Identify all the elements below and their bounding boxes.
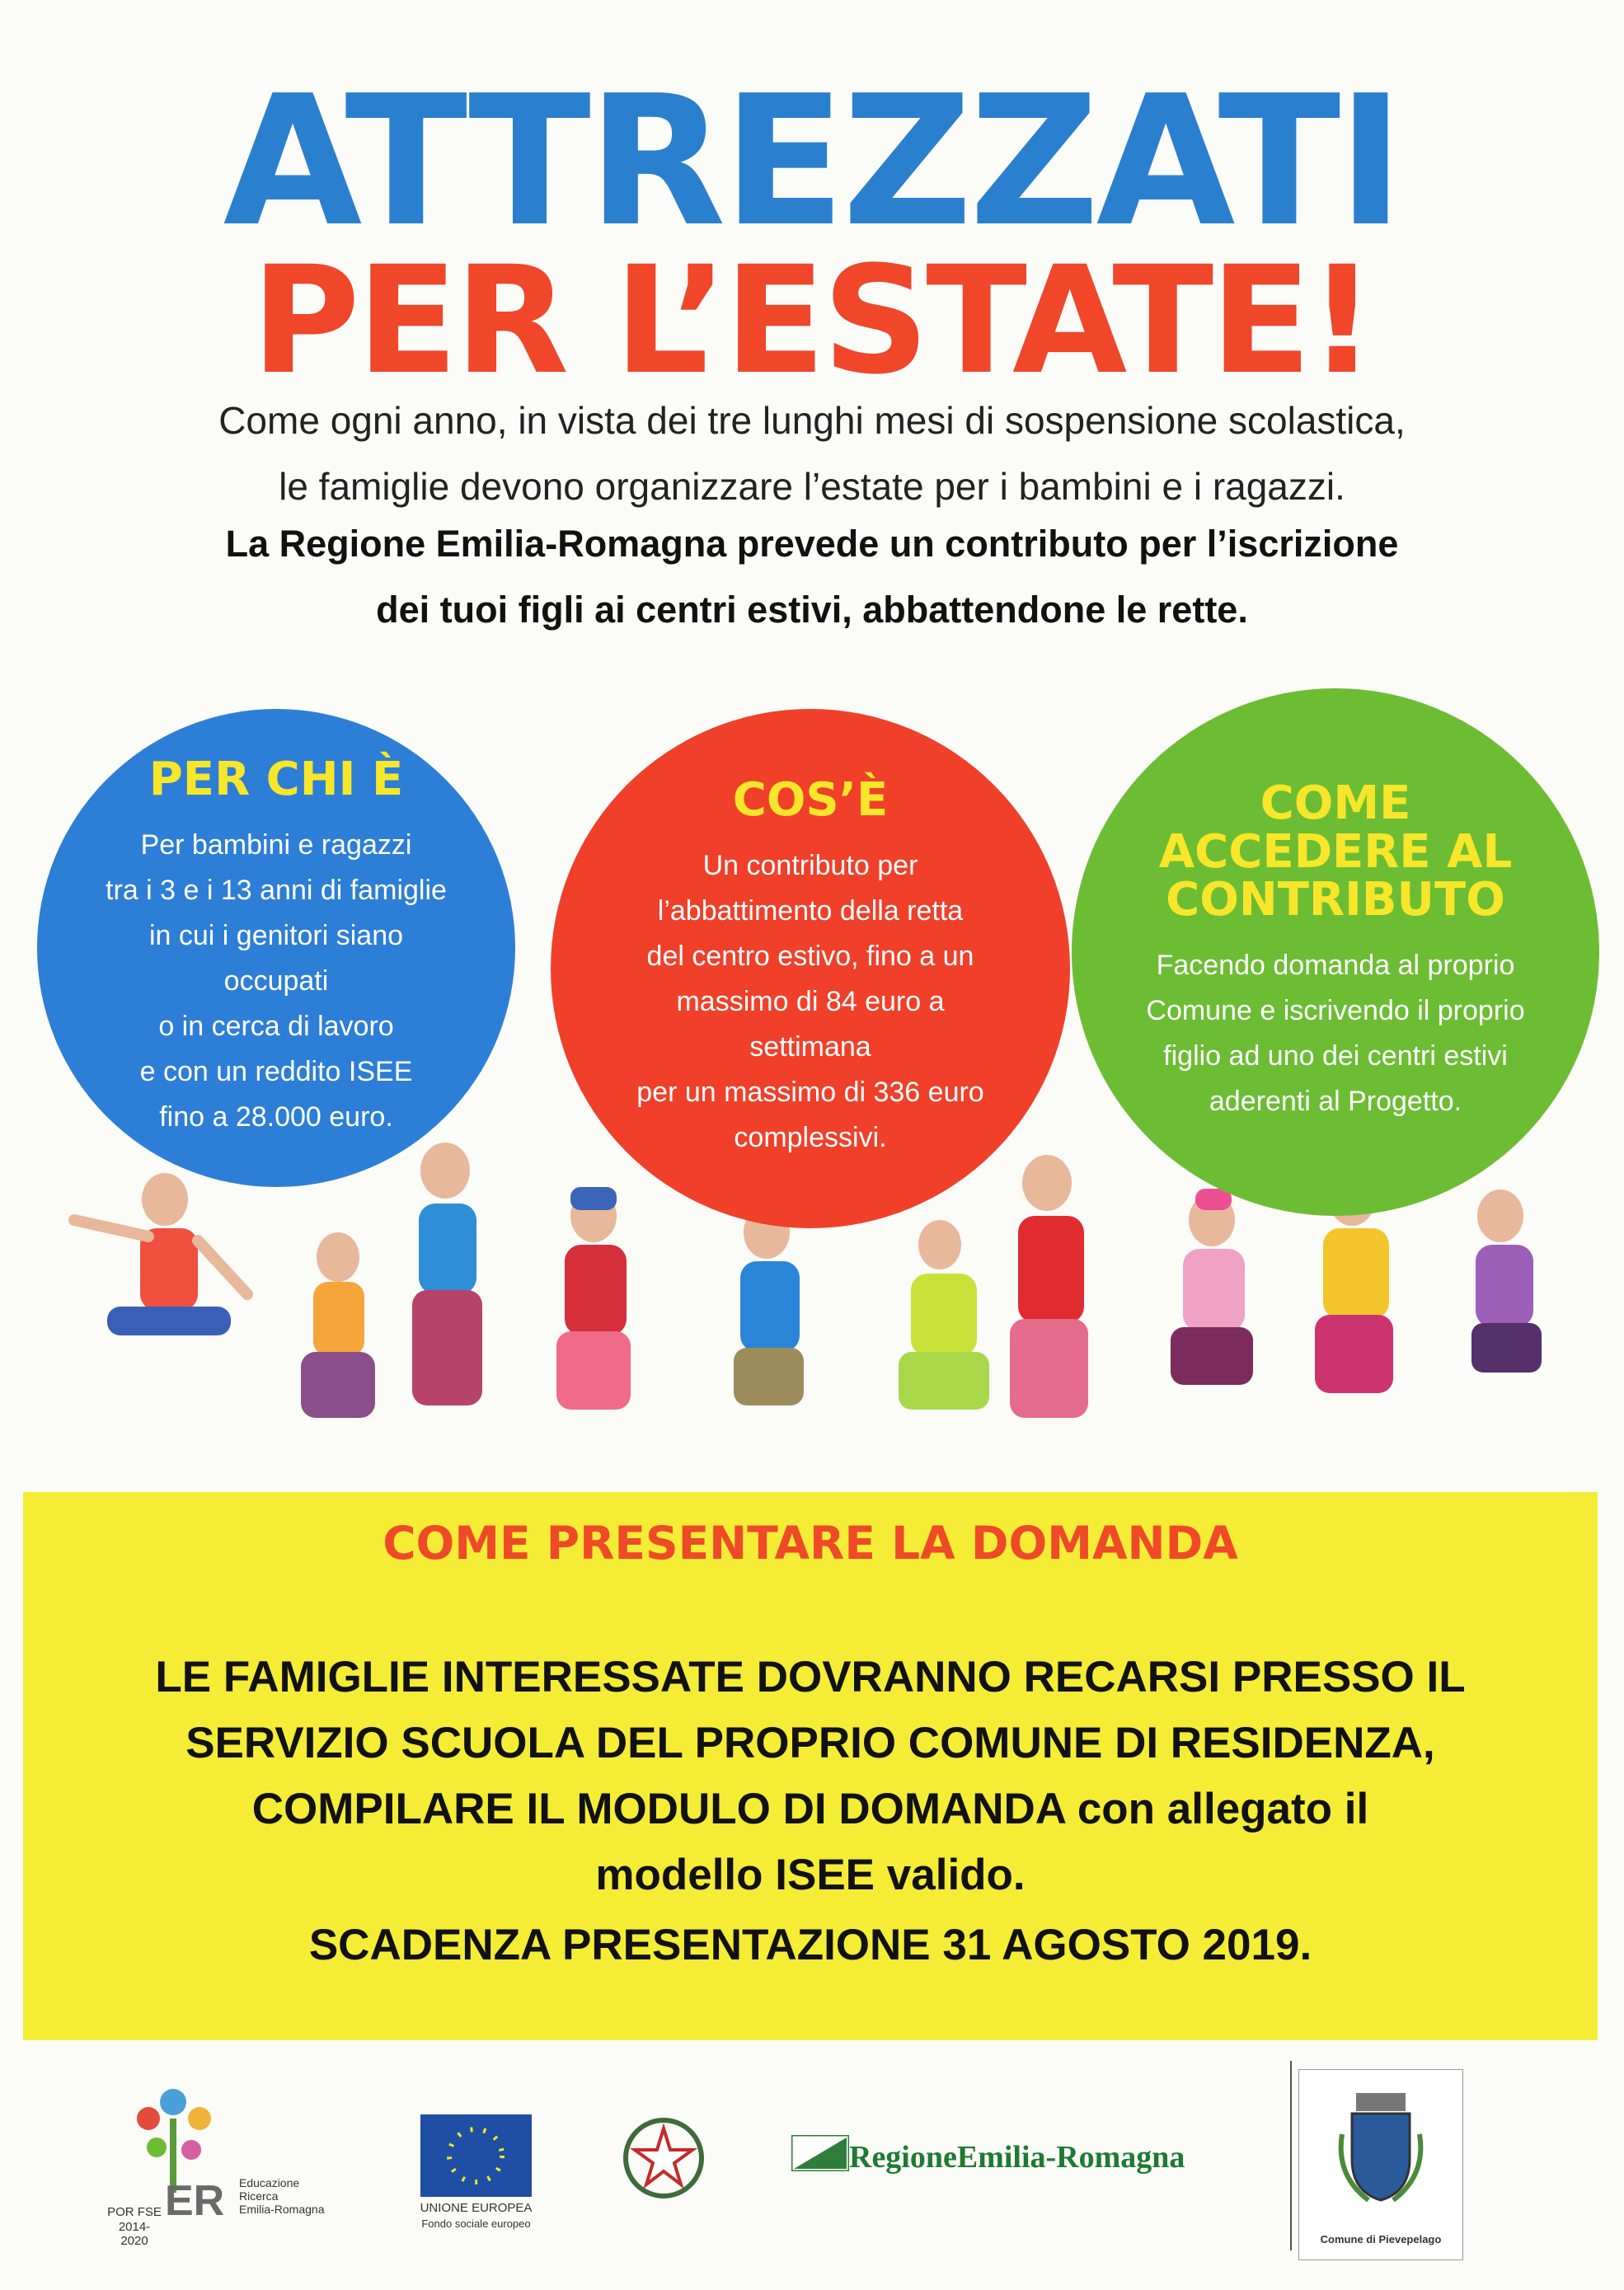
comune-crest-icon <box>1335 2085 1426 2208</box>
body-line: massimo di 84 euro a settimana <box>676 985 945 1063</box>
intro-line-1: Come ogni anno, in vista dei tre lunghi mesi di sospensione scolastica, <box>218 399 1406 442</box>
circle-heading: PER CHI È <box>148 753 404 807</box>
domanda-line-2: SERVIZIO SCUOLA DEL PROPRIO COMUNE DI RESIDENZA, <box>185 1719 1435 1767</box>
body-line: e con un reddito ISEE <box>139 1055 413 1087</box>
circle-body <box>617 843 1004 1161</box>
domanda-line-1: LE FAMIGLIE INTERESSATE DOVRANNO RECARSI PRESSO IL <box>155 1653 1466 1701</box>
regione-label: RegioneEmilia-Romagna <box>849 2140 1185 2175</box>
heading-line: ACCEDERE AL <box>1158 824 1513 879</box>
child-figure <box>1471 1190 1542 1373</box>
child-figure <box>301 1232 375 1418</box>
circle-body <box>1146 943 1524 1124</box>
body-line: del centro estivo, fino a un <box>646 940 974 972</box>
child-figure <box>899 1220 989 1410</box>
intro-line-2: le famiglie devono organizzare l’estate per i bambini e i ragazzi. <box>279 465 1345 508</box>
title-line-2: PER L’ESTATE! <box>251 235 1373 407</box>
domanda-line-5: SCADENZA PRESENTAZIONE 31 AGOSTO 2019. <box>308 1921 1312 1969</box>
er-mark: ER <box>165 2177 225 2225</box>
intro-line-4: dei tuoi figli ai centri estivi, abbattendone le rette. <box>376 589 1248 631</box>
body-line: Per bambini e ragazzi <box>140 828 412 861</box>
domanda-title: COME PRESENTARE LA DOMANDA <box>383 1517 1238 1570</box>
child-figure <box>74 1173 247 1335</box>
body-line: Un contributo per <box>702 849 918 881</box>
circle-heading <box>1158 776 1513 927</box>
intro-line-3: La Regione Emilia-Romagna prevede un contributo per l’iscrizione <box>225 523 1399 565</box>
child-figure <box>1171 1189 1253 1385</box>
eu-label: UNIONE EUROPEA <box>420 2201 533 2215</box>
body-line: per un massimo di 336 euro <box>636 1076 984 1108</box>
body-line: fino a 28.000 euro. <box>159 1100 393 1133</box>
eu-sub: Fondo sociale europeo <box>421 2217 531 2230</box>
body-line: Comune e iscrivendo il proprio <box>1146 995 1525 1027</box>
body-line: complessivi. <box>734 1121 887 1153</box>
domanda-line-3: COMPILARE IL MODULO DI DOMANDA con allegato il <box>251 1785 1369 1833</box>
comune-label: Comune di Pievepelago <box>1320 2233 1442 2245</box>
body-line: Facendo domanda al proprio <box>1156 950 1515 982</box>
divider <box>1290 2061 1292 2250</box>
body-line: aderenti al Progetto. <box>1209 1086 1462 1118</box>
child-figure <box>556 1187 631 1410</box>
body-line: l’abbattimento della retta <box>657 894 964 927</box>
heading-line: COME <box>1260 776 1411 830</box>
title-line-1: ATTREZZATI <box>223 58 1401 266</box>
circle-body <box>95 823 458 1140</box>
child-figure <box>412 1143 482 1405</box>
comune-logo-box <box>1298 2069 1463 2260</box>
eu-flag-icon <box>420 2114 532 2197</box>
por-fse-label: POR FSE <box>107 2205 162 2219</box>
body-line: figlio ad uno dei centri estivi <box>1163 1040 1508 1072</box>
child-figure <box>1010 1155 1088 1418</box>
er-caption-line: Educazione <box>239 2176 300 2189</box>
child-figure <box>734 1206 804 1405</box>
heading-line: CONTRIBUTO <box>1166 873 1505 927</box>
italian-emblem-icon <box>618 2110 709 2209</box>
info-circle-come-accedere <box>1072 688 1599 1216</box>
circle-heading: COS’È <box>732 773 889 828</box>
er-caption <box>239 2176 324 2216</box>
info-circle-cos-e <box>551 709 1070 1228</box>
body-line: in cui i genitori siano occupati <box>148 919 404 997</box>
er-caption-line: Ricerca <box>239 2189 279 2203</box>
body-line: tra i 3 e i 13 anni di famiglie <box>106 874 447 906</box>
er-caption-line: Emilia-Romagna <box>239 2203 325 2216</box>
domanda-line-4: modello ISEE valido. <box>595 1851 1026 1899</box>
body-line: o in cerca di lavoro <box>158 1010 394 1042</box>
regione-flag-icon <box>791 2135 849 2171</box>
por-fse-years: 2014-2020 <box>118 2220 151 2248</box>
info-circle-per-chi <box>37 709 515 1187</box>
